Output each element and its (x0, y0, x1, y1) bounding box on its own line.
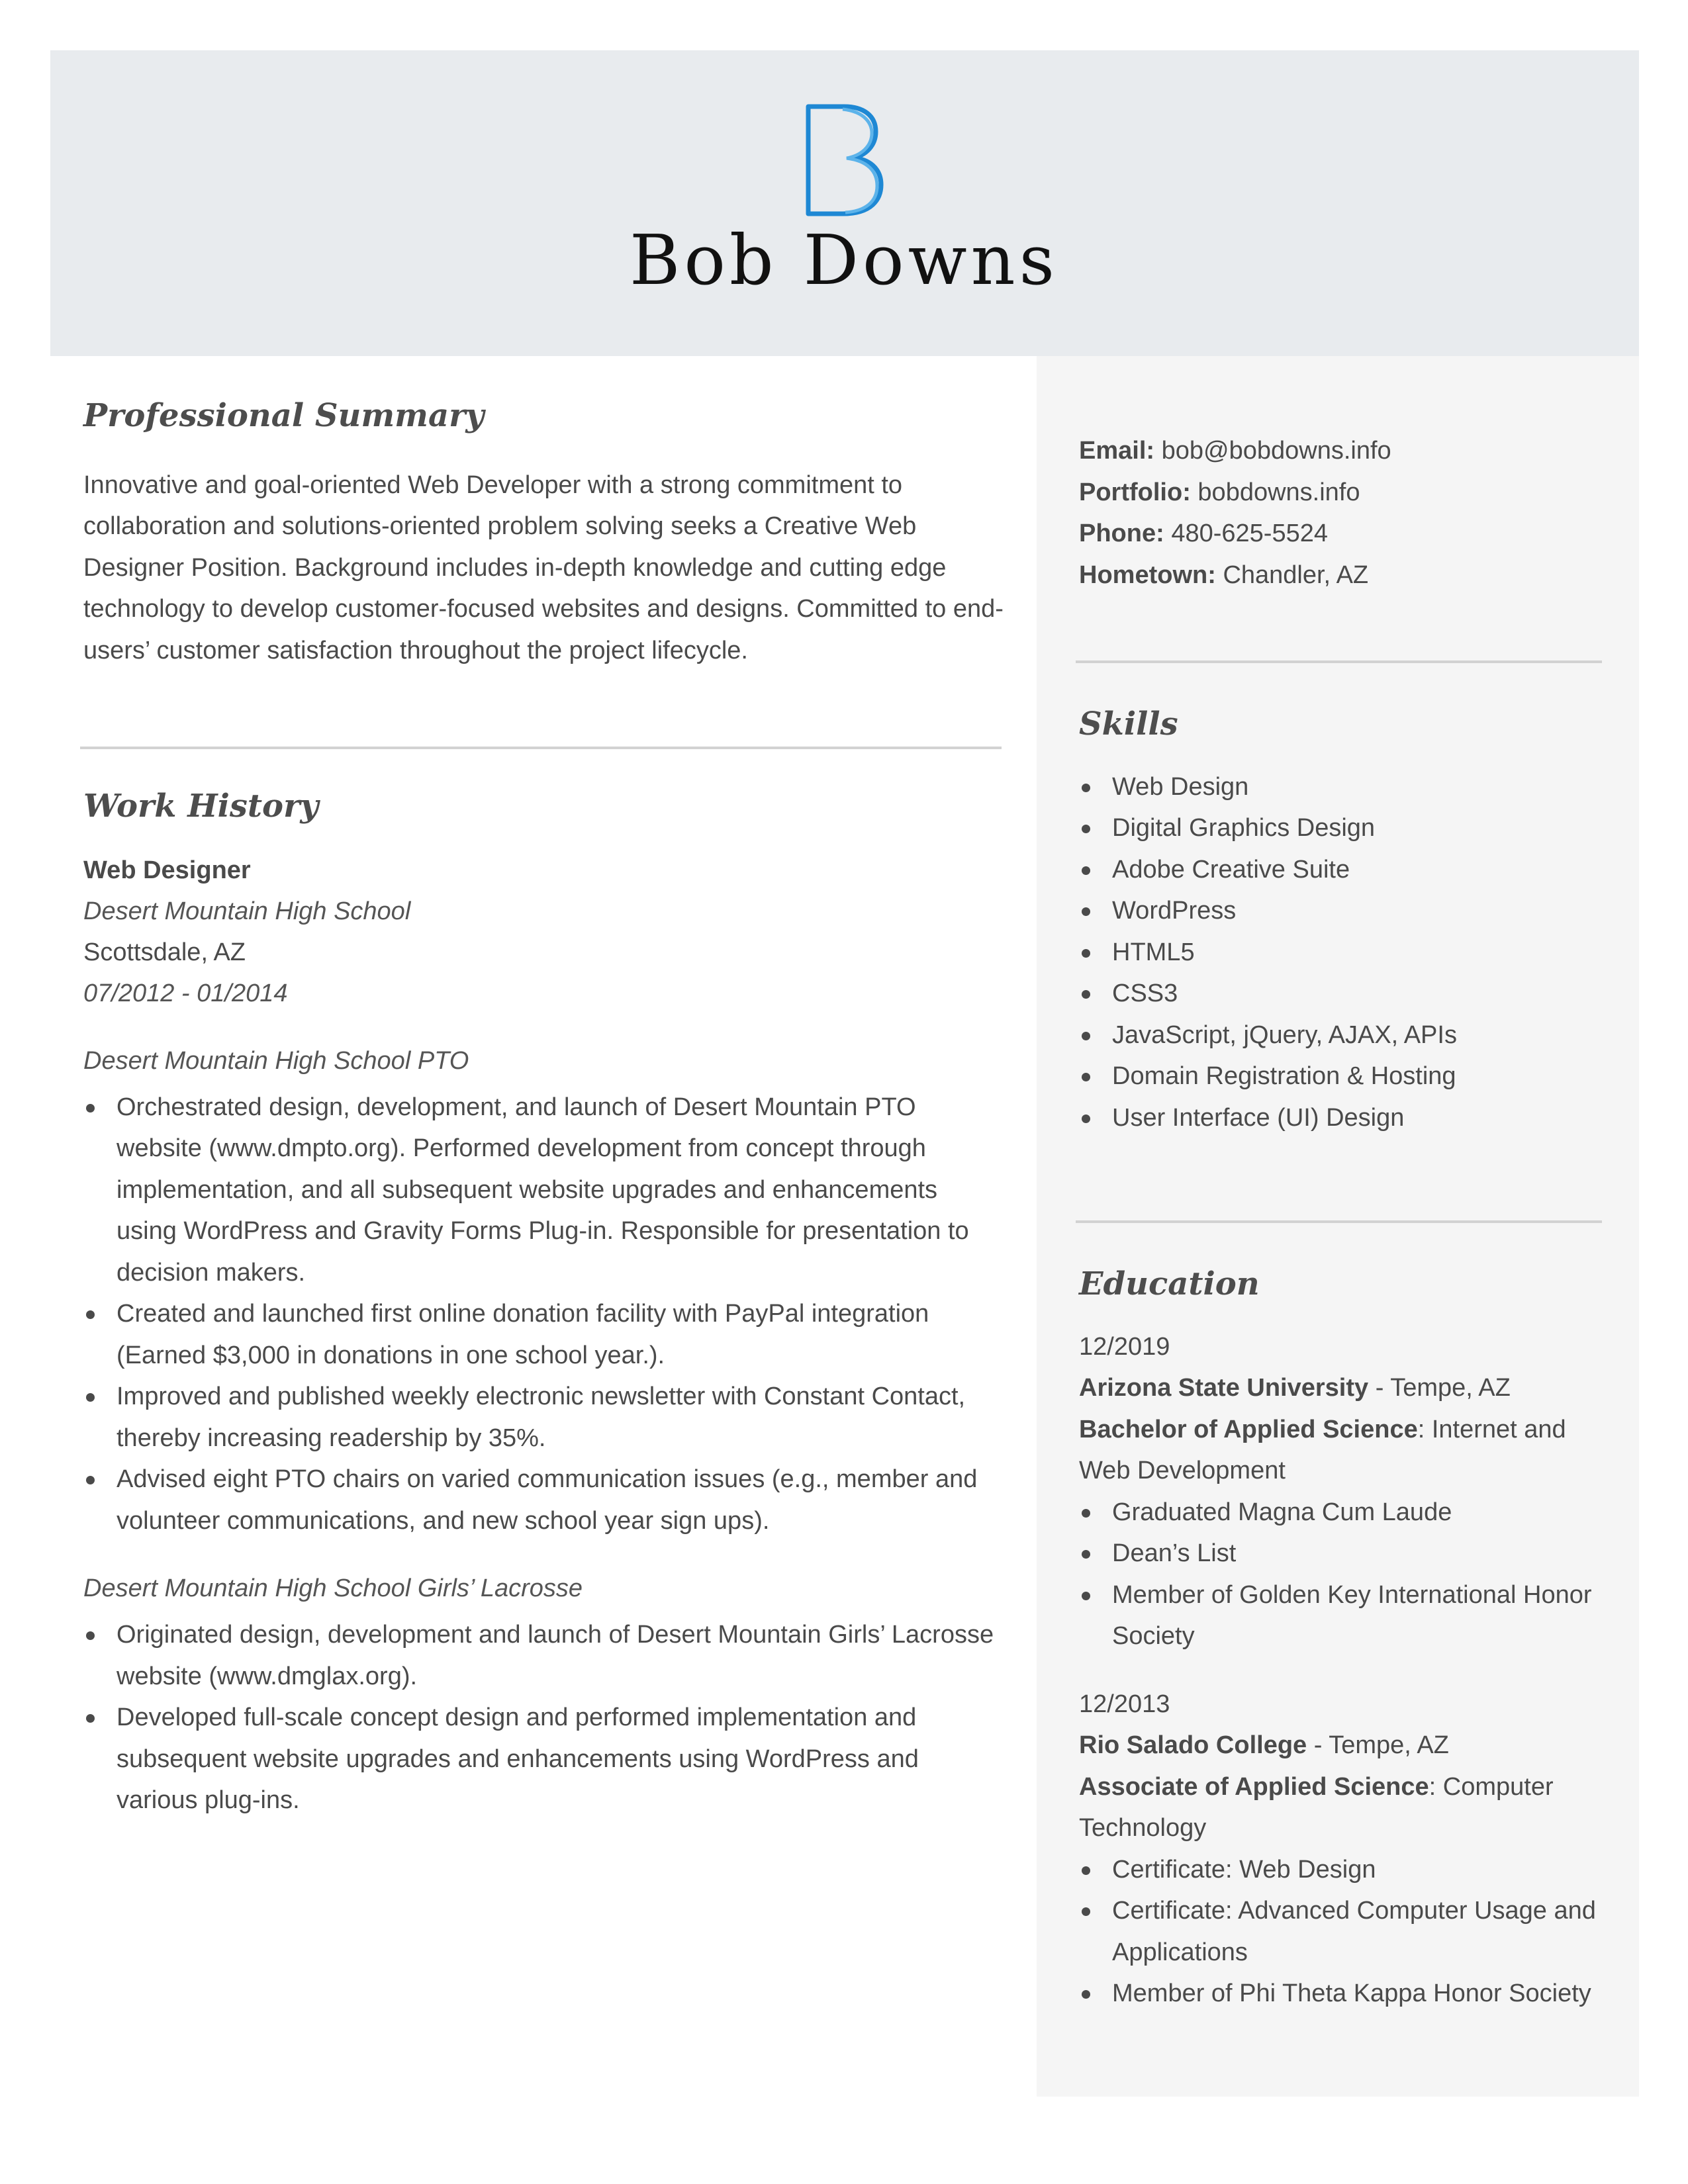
work-history-section (83, 788, 1004, 1821)
education-date: 12/2013 (1079, 1690, 1170, 1718)
main-column (83, 397, 1004, 671)
list-item: JavaScript, jQuery, AJAX, APIs (1079, 1015, 1609, 1056)
hometown-value: Chandler, AZ (1223, 561, 1369, 589)
skills-title: Skills (1079, 705, 1178, 743)
contact-section (1079, 430, 1609, 596)
education-entry (1079, 1326, 1609, 1657)
school-location: - Tempe, AZ (1368, 1374, 1511, 1402)
contact-portfolio (1079, 472, 1609, 514)
summary-text: Innovative and goal-oriented Web Developer with a strong commitment to collaboration and solutions-oriented problem solving seeks a Creative Web Designer Position. Background includes in-depth knowledge and cutting edge technology to develop customer-focused websites and designs. Committed to end-users’ customer satisfaction throughout the project lifecycle. (83, 471, 1004, 664)
list-item: Member of Phi Theta Kappa Honor Society (1079, 1973, 1609, 2015)
portfolio-value: bobdowns.info (1197, 478, 1360, 506)
phone-value: 480-625-5524 (1171, 520, 1328, 547)
education-bullets (1079, 1492, 1609, 1657)
list-item: Originated design, development and launch of Desert Mountain Girls’ Lacrosse website (www.dmglax.org). (83, 1614, 1004, 1697)
contact-phone (1079, 513, 1609, 555)
list-item: CSS3 (1079, 973, 1609, 1015)
divider (80, 747, 1002, 749)
education-school-line (1079, 1367, 1609, 1409)
job-location: Scottsdale, AZ (83, 938, 246, 966)
education-bullets (1079, 1849, 1609, 2015)
education-date: 12/2019 (1079, 1332, 1170, 1361)
school-name: Arizona State University (1079, 1374, 1369, 1402)
degree-field: : Computer Technology (1079, 1772, 1554, 1843)
project-bullets (83, 1614, 1004, 1821)
summary-title: Professional Summary (83, 397, 485, 434)
skills-list (1079, 766, 1609, 1139)
portfolio-label: Portfolio: (1079, 478, 1191, 506)
school-name: Rio Salado College (1079, 1731, 1307, 1760)
project-title: Desert Mountain High School PTO (83, 1046, 469, 1075)
degree-name: Bachelor of Applied Science (1079, 1415, 1418, 1443)
project-bullets (83, 1087, 1004, 1542)
skills-section (1079, 705, 1609, 1138)
divider (1076, 660, 1602, 663)
degree-field: : Internet and Web Development (1079, 1415, 1566, 1485)
work-history-title: Work History (83, 788, 319, 825)
degree-name: Associate of Applied Science (1079, 1772, 1429, 1801)
email-label: Email: (1079, 437, 1155, 465)
list-item: Adobe Creative Suite (1079, 849, 1609, 891)
list-item: Graduated Magna Cum Laude (1079, 1492, 1609, 1533)
list-item: Certificate: Advanced Computer Usage and Applications (1079, 1890, 1609, 1973)
list-item: Created and launched first online donation facility with PayPal integration (Earned $3,000 in donations in one school year.). (83, 1293, 1004, 1376)
contact-email (1079, 430, 1609, 472)
list-item: WordPress (1079, 890, 1609, 932)
list-item: Orchestrated design, development, and launch of Desert Mountain PTO website (www.dmpto.org). Performed development from concept through implementation, and all subsequent website upgrades and enhancements using WordPress and Gravity Forms Plug-in. Responsible for presentation to decision makers. (83, 1087, 1004, 1294)
education-degree-line (1079, 1766, 1609, 1849)
list-item: Web Design (1079, 766, 1609, 808)
list-item: Certificate: Web Design (1079, 1849, 1609, 1891)
list-item: Developed full-scale concept design and performed implementation and subsequent website upgrades and enhancements using WordPress and various plug-ins. (83, 1697, 1004, 1821)
education-title: Education (1079, 1265, 1260, 1302)
list-item: HTML5 (1079, 932, 1609, 974)
email-value: bob@bobdowns.info (1161, 437, 1391, 465)
monogram-b-logo (803, 103, 885, 218)
education-school-line (1079, 1725, 1609, 1766)
divider (1076, 1220, 1602, 1223)
education-entry (1079, 1684, 1609, 2015)
job-dates: 07/2012 - 01/2014 (83, 979, 288, 1007)
list-item: Advised eight PTO chairs on varied communication issues (e.g., member and volunteer communications, and new school year sign ups). (83, 1459, 1004, 1541)
school-location: - Tempe, AZ (1307, 1731, 1449, 1760)
phone-label: Phone: (1079, 520, 1164, 547)
list-item: User Interface (UI) Design (1079, 1097, 1609, 1139)
employer: Desert Mountain High School (83, 897, 411, 925)
list-item: Digital Graphics Design (1079, 807, 1609, 849)
hometown-label: Hometown: (1079, 561, 1216, 589)
list-item: Dean’s List (1079, 1533, 1609, 1574)
project-title: Desert Mountain High School Girls’ Lacrosse (83, 1574, 583, 1603)
list-item: Improved and published weekly electronic newsletter with Constant Contact, thereby increasing readership by 35%. (83, 1376, 1004, 1459)
contact-hometown (1079, 555, 1609, 596)
candidate-name: Bob Downs (629, 220, 1059, 300)
list-item: Member of Golden Key International Honor Society (1079, 1574, 1609, 1657)
education-degree-line (1079, 1409, 1609, 1492)
education-section (1079, 1265, 1609, 2041)
list-item: Domain Registration & Hosting (1079, 1056, 1609, 1097)
job-title: Web Designer (83, 856, 251, 884)
